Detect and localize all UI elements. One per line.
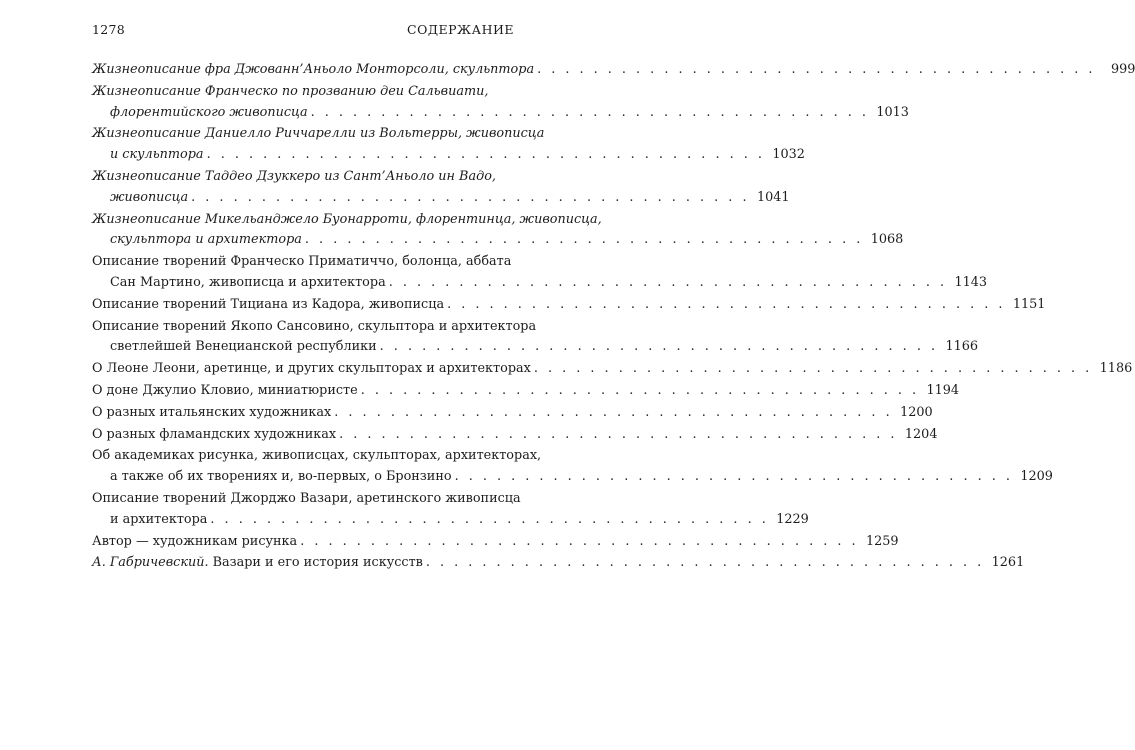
toc-page-number: 1200 — [900, 404, 933, 420]
toc-entry-title — [92, 60, 1095, 81]
toc-page-number: 1032 — [772, 147, 805, 163]
leader-dots: . . . . . . . . . . . . . . . . . . . . . . . . . . . . . . . . . . . . . . . . — [300, 533, 859, 549]
toc-entry-text: Автор — художникам рисунка — [92, 533, 298, 549]
leader-dots: . . . . . . . . . . . . . . . . . . . . . . . . . . . . . . . . . . . . . . . . — [334, 404, 893, 420]
toc-entry-text: Жизнеописание фра Джованн’Аньоло Монторсоли, скульптора — [92, 62, 535, 77]
toc-page-number: 1151 — [1012, 296, 1046, 312]
toc-entry[interactable] — [92, 252, 988, 294]
toc-page-number: 1068 — [870, 232, 904, 248]
toc-page-number: 1013 — [876, 104, 909, 120]
toc-entry[interactable] — [92, 82, 909, 124]
leader-dots: . . . . . . . . . . . . . . . . . . . . . . . . . . . . . . . . . . . . . . . . — [191, 189, 750, 205]
toc-entry-title — [92, 317, 938, 359]
toc-page-number: 1229 — [776, 511, 809, 527]
toc-entry[interactable] — [92, 425, 938, 446]
toc-entry-title — [92, 446, 1013, 488]
toc-entry-title — [92, 82, 869, 124]
toc-entry-text: и скульптора — [110, 147, 204, 163]
toc-entry-text: О разных итальянских художниках — [92, 404, 332, 420]
toc-entry-text: светлейшей Венецианской республики — [110, 339, 377, 355]
toc-entry-text: Жизнеописание Микельанджело Буонарроти, флорентинца, живописца, — [92, 211, 602, 227]
toc-page-number: 1041 — [756, 189, 790, 205]
leader-dots: . . . . . . . . . . . . . . . . . . . . . . . . . . . . . . . . . . . . . . . . — [310, 104, 869, 120]
toc-entry-text: Жизнеописание Таддео Дзуккеро из Сант’Аньоло ин Вадо, — [92, 168, 496, 184]
toc-entry-author: А. Габричевский — [92, 555, 205, 571]
toc-entry-title — [92, 359, 1092, 380]
toc-page-number: 1186 — [1099, 361, 1133, 377]
toc-entry-title — [92, 425, 897, 446]
toc-entry-text: Жизнеописание Франческо по прозванию деи Сальвиати, — [92, 83, 489, 99]
toc-entry-title — [92, 210, 863, 252]
leader-dots: . . . . . . . . . . . . . . . . . . . . . . . . . . . . . . . . . . . . . . . . — [533, 361, 1093, 377]
toc-page-number: 999 — [1111, 62, 1135, 77]
toc-entry[interactable] — [92, 124, 805, 166]
leader-dots: . . . . . . . . . . . . . . . . . . . . . . . . . . . . . . . . . . . . . . . . — [425, 555, 985, 571]
leader-dots: . . . . . . . . . . . . . . . . . . . . . . . . . . . . . . . . . . . . . . . . — [360, 382, 920, 398]
toc-entry-title — [92, 124, 765, 166]
leader-dots: . . . . . . . . . . . . . . . . . . . . . . . . . . . . . . . . . . . . . . . . — [339, 426, 898, 442]
toc-entry[interactable] — [92, 446, 1053, 488]
toc-entry-title — [92, 532, 859, 553]
leader-dots: . . . . . . . . . . . . . . . . . . . . . . . . . . . . . . . . . . . . . . . . — [388, 274, 948, 290]
toc-entry[interactable] — [92, 167, 790, 209]
toc-page-number: 1209 — [1020, 469, 1053, 485]
toc-entry-title — [92, 553, 984, 574]
toc-entry-title — [92, 295, 1005, 316]
toc-entry-text: О доне Джулио Кловио, миниатюристе — [92, 382, 358, 398]
toc-page-number: 1166 — [945, 339, 979, 355]
toc-entry[interactable] — [92, 489, 809, 531]
toc-entry-text: скульптора и архитектора — [110, 232, 302, 248]
page-number: 1278 — [92, 22, 126, 37]
toc-entry[interactable] — [92, 295, 1046, 316]
toc-entry[interactable] — [92, 553, 1025, 574]
leader-dots: . . . . . . . . . . . . . . . . . . . . . . . . . . . . . . . . . . . . . . . . — [454, 469, 1013, 485]
toc-entry[interactable] — [92, 359, 1133, 380]
toc-entry-title — [92, 167, 750, 209]
toc-entry-text: . Вазари и его история искусств — [204, 555, 423, 571]
toc-entry-title — [92, 252, 947, 294]
toc-entry[interactable] — [92, 210, 904, 252]
leader-dots: . . . . . . . . . . . . . . . . . . . . . . . . . . . . . . . . . . . . . . . . — [206, 147, 765, 163]
page-header — [92, 22, 514, 37]
toc-page-number: 1204 — [904, 426, 938, 442]
leader-dots: . . . . . . . . . . . . . . . . . . . . . . . . . . . . . . . . . . . . . . . . — [537, 62, 1096, 77]
toc-entry-text: флорентийского живописца — [110, 104, 308, 120]
toc-entry-text: Описание творений Франческо Приматиччо, болонца, аббата — [92, 254, 512, 270]
toc-page-number: 1259 — [865, 533, 899, 549]
toc-entry-title — [92, 489, 769, 531]
toc-entry-title — [92, 403, 893, 424]
toc-entry-text: Жизнеописание Даниелло Риччарелли из Вольтерры, живописца — [92, 126, 545, 142]
toc-page-number: 1143 — [954, 274, 988, 290]
toc-entry-text: Описание творений Тициана из Кадора, живописца — [92, 296, 445, 312]
leader-dots: . . . . . . . . . . . . . . . . . . . . . . . . . . . . . . . . . . . . . . . . — [447, 296, 1006, 312]
toc-entry[interactable] — [92, 403, 933, 424]
toc-entry-text: Об академиках рисунка, живописцах, скульпторах, архитекторах, — [92, 448, 542, 464]
toc-entry-text: и архитектора — [110, 511, 208, 527]
toc-entry-text: Сан Мартино, живописца и архитектора — [110, 274, 386, 290]
table-of-contents — [92, 60, 1135, 575]
toc-page-number: 1194 — [926, 382, 960, 398]
leader-dots: . . . . . . . . . . . . . . . . . . . . . . . . . . . . . . . . . . . . . . . . — [210, 511, 769, 527]
toc-entry-text: Описание творений Джорджо Вазари, аретинского живописца — [92, 490, 521, 506]
toc-entry[interactable] — [92, 381, 960, 402]
toc-entry-text: О Леоне Леони, аретинце, и других скульпторах и архитекторах — [92, 361, 531, 377]
toc-page-number: 1261 — [991, 555, 1025, 571]
toc-entry[interactable] — [92, 60, 1135, 81]
running-title: СОДЕРЖАНИЕ — [407, 22, 514, 37]
leader-dots: . . . . . . . . . . . . . . . . . . . . . . . . . . . . . . . . . . . . . . . . — [379, 339, 939, 355]
toc-entry-text: живописца — [110, 189, 189, 205]
toc-entry-text: О разных фламандских художниках — [92, 426, 337, 442]
toc-entry-text: а также об их творениях и, во-первых, о Бронзино — [110, 469, 452, 485]
leader-dots: . . . . . . . . . . . . . . . . . . . . . . . . . . . . . . . . . . . . . . . . — [304, 232, 864, 248]
toc-entry-title — [92, 381, 919, 402]
toc-entry[interactable] — [92, 317, 979, 359]
toc-entry-text: Описание творений Якопо Сансовино, скульптора и архитектора — [92, 318, 537, 334]
toc-entry[interactable] — [92, 532, 899, 553]
